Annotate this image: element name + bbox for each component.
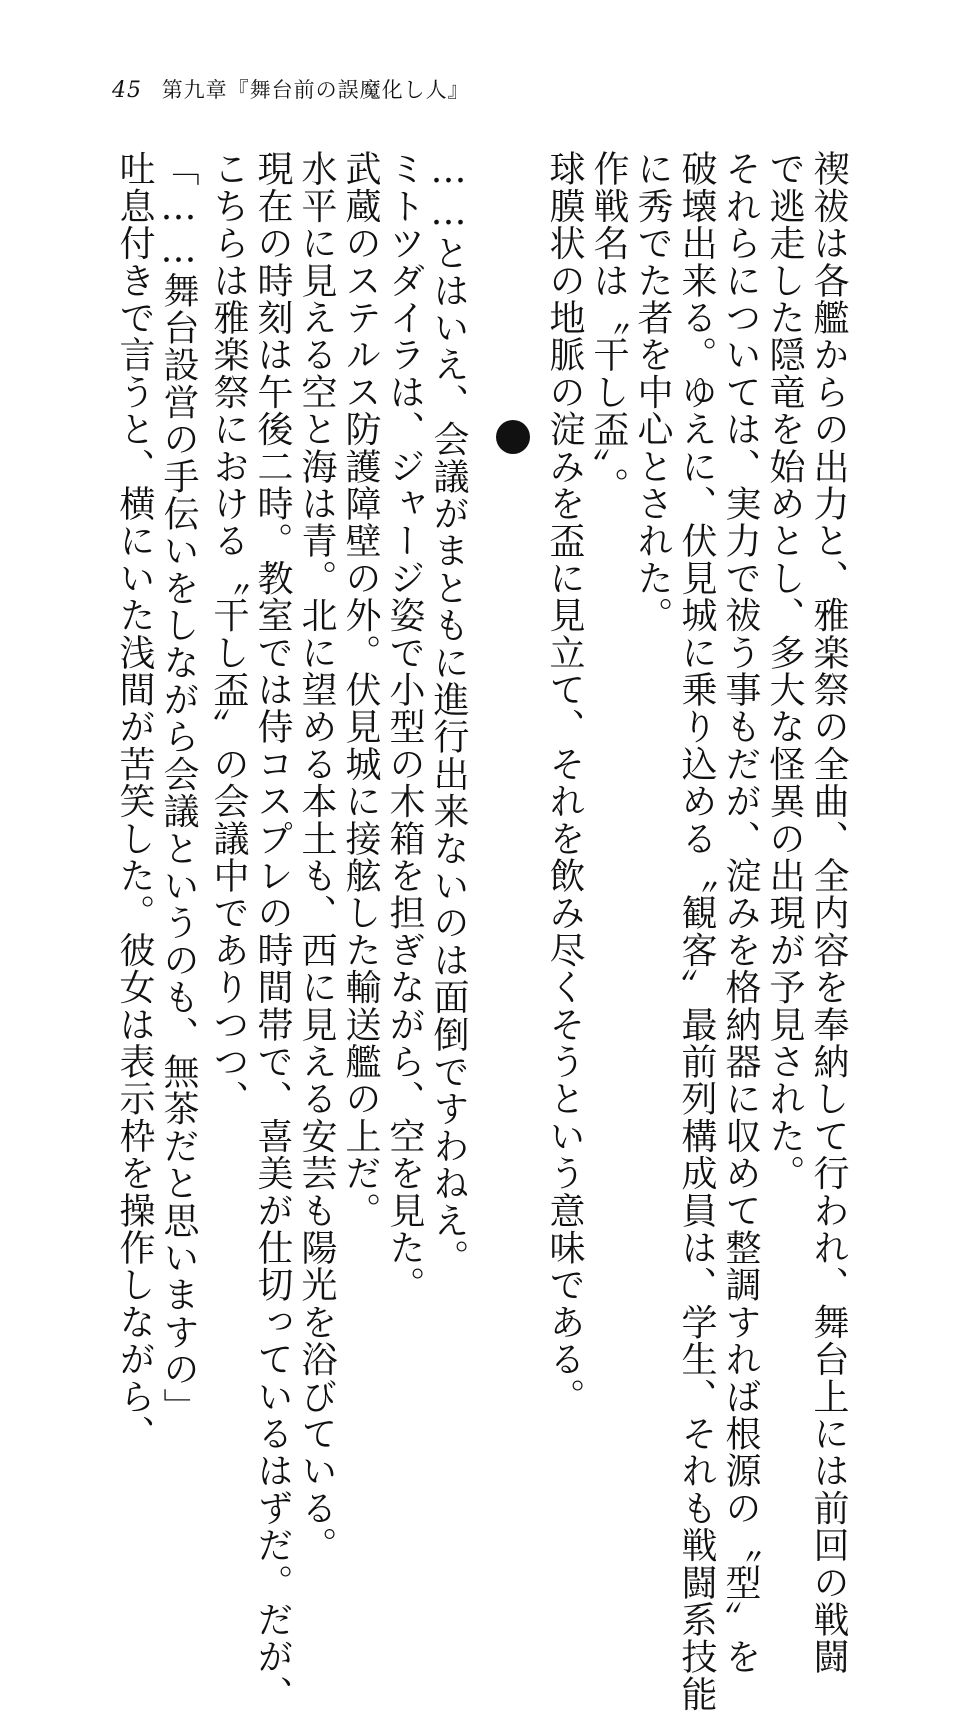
body-line: ミトツダイラは、ジャージ姿で小型の木箱を担ぎながら、空を見た。 — [384, 150, 425, 1304]
body-line: 禊祓は各艦からの出力と、雅楽祭の全曲、全内容を奉納して行われ、舞台上には前回の戦闘 — [808, 150, 849, 1676]
body-line: 作戦名は〝干し盃〟。 — [588, 150, 629, 504]
body-line: 水平に見える空と海は青。北に望める本土も、西に見える安芸も陽光を浴びている。 — [296, 150, 337, 1564]
dialogue-line: 「……舞台設営の手伝いをしながら会議というのも、無茶だと思いますの」 — [158, 150, 199, 1425]
section-break-dot — [496, 420, 530, 454]
body-line: 吐息付きで言うと、横にいた浅間が苦笑した。彼女は表示枠を操作しながら、 — [114, 150, 155, 1452]
chapter-title: 第九章『舞台前の誤魔化し人』 — [161, 78, 470, 102]
body-line: 武蔵のステルス防護障壁の外。伏見城に接舷した輸送艦の上だ。 — [340, 150, 381, 1229]
page-number: 45 — [112, 78, 142, 103]
body-line: で逃走した隠竜を始めとし、多大な怪異の出現が予見された。 — [764, 150, 805, 1192]
body-line: それらについては、実力で祓う事もだが、淀みを格納器に収めて整調すれば根源の〝型〟を — [720, 150, 761, 1676]
body-line: 球膜状の地脈の淀みを盃に見立て、それを飲み尽くそうという意味である。 — [544, 150, 585, 1415]
body-line: ……とはいえ、会議がまともに進行出来ないのは面倒ですわねえ。 — [428, 150, 469, 1276]
body-line: に秀でた者を中心とされた。 — [632, 150, 673, 634]
running-header — [112, 74, 470, 104]
body-line: 破壊出来る。ゆえに、伏見城に乗り込める〝観客〟最前列構成員は、学生、それも戦闘系技能 — [676, 150, 717, 1712]
body-line: こちらは雅楽祭における〝干し盃〟の会議中でありつつ、 — [208, 150, 249, 1118]
body-line: 現在の時刻は午後二時。教室では侍コスプレの時間帯で、喜美が仕切っているはずだ。だが、 — [252, 150, 293, 1712]
